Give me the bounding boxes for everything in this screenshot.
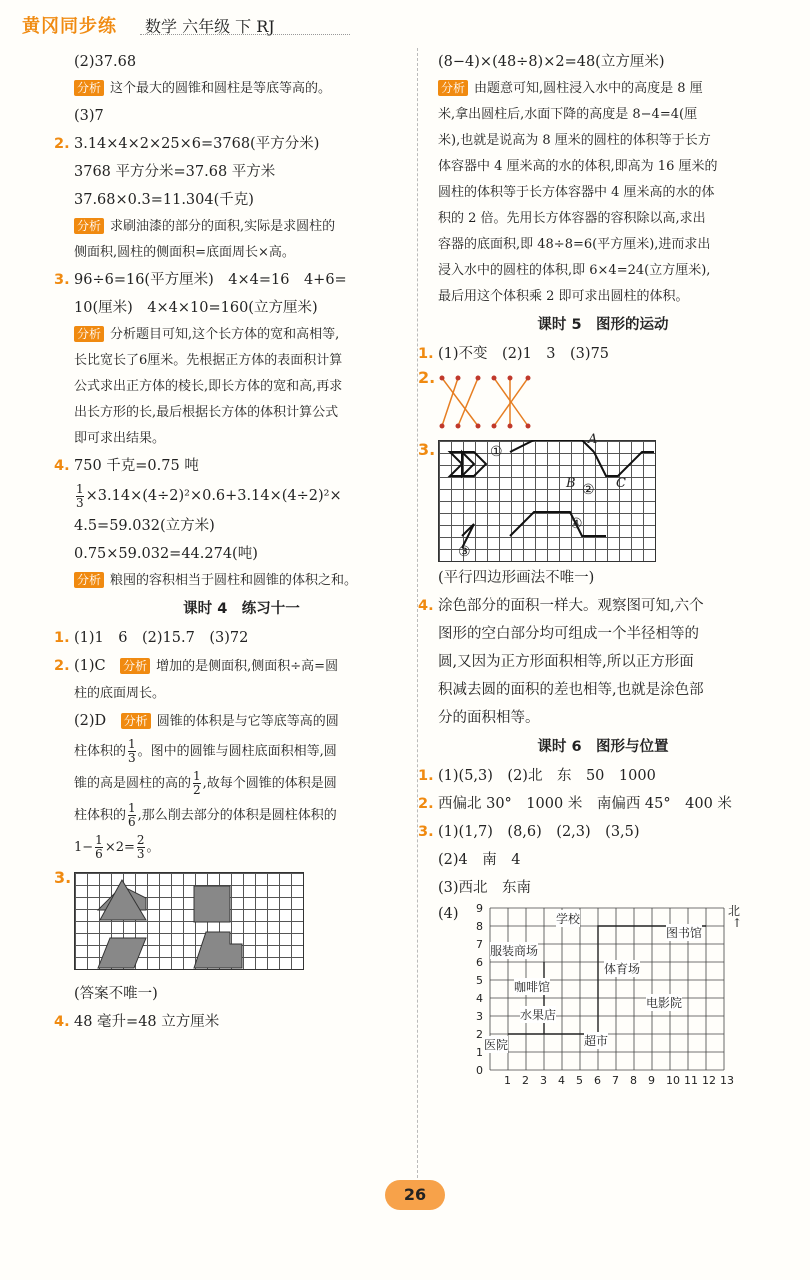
analysis-line: 分析 由题意可知,圆柱浸入水中的高度是 8 厘 [438,76,768,102]
answer-line: 圆,又因为正方形面积相等,所以正方形面 [438,654,694,670]
analysis-line: 1− $\frac{1}{6}$ ×2= $\frac{2}{3}$ 。 [74,833,160,861]
x-tick-label: 8 [630,1074,637,1087]
answer-line: 37.68×0.3=11.304(千克) [74,192,254,208]
answer-line: 3. 96÷6=16(平方厘米) 4×4=16 4+6= [74,266,409,294]
answer-line: 图形的空白部分均可组成一个半径相等的 [438,626,699,642]
analysis-line: 柱体积的 $\frac{1}{3}$ 。图中的圆锥与圆柱底面积相等,圆 [74,737,337,765]
analysis-line: 即可求出结果。 [74,431,166,446]
analysis-tag: 分析 [121,713,151,729]
analysis-line: 积的 2 倍。先用长方体容器的容积除以高,求出 [438,211,706,226]
answer-line: 3768 平方分米=37.68 平方米 [74,164,276,180]
north-label: 北 [728,904,741,918]
x-tick-label: 6 [594,1074,601,1087]
answer-line: (3)西北 东南 [438,880,532,896]
fraction: $\frac{1}{6}$ [95,833,103,861]
analysis-line: 分析 粮囤的容积相当于圆柱和圆锥的体积之和。 [74,568,409,594]
arrow-shape-inner [462,452,474,476]
analysis-line: 圆柱的体积等于长方体容器中 4 厘米高的水的体 [438,185,715,200]
answer-line: 4. 48 毫升=48 立方厘米 [74,1008,409,1036]
question-number: 4. [54,1014,70,1030]
answer-line: 1. (1)1 6 (2)15.7 (3)72 [74,624,409,652]
analysis-line: 柱的底面周长。 [74,686,166,701]
analysis-line: 分析 求刷油漆的部分的面积,实际是求圆柱的 [74,214,409,240]
answer-line: 1. (1)不变 (2)1 3 (3)75 [438,340,768,368]
answer-line: (2)37.68 [74,54,137,70]
fraction: $\frac{1}{2}$ [193,769,201,797]
y-tick-label: 3 [476,1010,483,1023]
answer-line: (3)7 [74,108,104,124]
answer-label: (4) [438,906,459,922]
answer-line: 4.5=59.032(立方米) [74,518,215,534]
label-B: B [566,476,576,491]
analysis-tag: 分析 [74,80,104,96]
x-tick-label: 5 [576,1074,583,1087]
analysis-tag: 分析 [120,658,150,674]
x-tick-label: 7 [612,1074,619,1087]
place-school: 学校 [556,912,581,926]
answer-line: 3. (1)(1,7) (8,6) (2,3) (3,5) [438,818,768,846]
question-number: 3. [54,272,70,288]
line-pattern-figure [438,370,548,434]
label-4: ④ [570,516,583,532]
north-arrow-icon: ↑ [732,916,743,930]
answer-line: 4. 750 千克=0.75 吨 [74,452,409,480]
label-A: A [588,432,598,447]
fraction: $\frac{1}{3}$ [128,737,136,765]
question-number: 3. [54,868,72,887]
question-number: 1. [418,768,434,784]
answer-line: 1. (1)(5,3) (2)北 东 50 1000 [438,762,768,790]
place-library: 图书馆 [666,926,703,940]
analysis-line: 长比宽长了6厘米。先根据正方体的表面积计算 [74,353,343,368]
answer-line: (2)4 南 4 [438,852,521,868]
answer-line: (平行四边形画法不唯一) [438,570,595,586]
y-tick-label: 1 [476,1046,483,1059]
right-column [418,48,768,1092]
answer-line: (8−4)×(48÷8)×2=48(立方厘米) [438,54,665,70]
x-tick-label: 12 [702,1074,716,1087]
label-C: C [616,476,626,491]
label-3: ③ [458,544,471,560]
fraction: $\frac{2}{3}$ [136,833,145,861]
analysis-line: 分析 这个最大的圆锥和圆柱是等底等高的。 [74,76,409,102]
answer-line: 2. (1)C 分析 增加的是侧面积,侧面积÷高=圆 [74,652,409,681]
answer-line: 4. 涂色部分的面积一样大。观察图可知,六个 [438,592,768,620]
answer-line: 积减去圆的面积的差也相等,也就是涂色部 [438,682,704,698]
figure-q3-motion [418,432,768,564]
composite-shape [194,932,242,968]
question-number: 2. [54,136,70,152]
subject-title: 数学 六年级 下 RJ [145,17,275,36]
square-shape [194,886,230,922]
analysis-tag: 分析 [74,218,104,234]
question-number: 2. [418,796,434,812]
analysis-line: 米),也就是说高为 8 厘米的圆柱的体积等于长方 [438,133,711,148]
question-number: 3. [418,824,434,840]
page-number: 26 [385,1180,445,1210]
place-clothing: 服装商场 [490,944,539,958]
x-tick-label: 4 [558,1074,565,1087]
answer-line: 2. 西偏北 30° 1000 米 南偏西 45° 400 米 [438,790,768,818]
answer-line: 0.75×59.032=44.274(吨) [74,546,258,562]
question-number: 4. [54,458,70,474]
place-fruit: 水果店 [520,1008,557,1022]
analysis-tag: 分析 [74,326,104,342]
section-heading: 课时 6 图形与位置 [537,739,669,755]
x-tick-label: 1 [504,1074,511,1087]
label-2: ② [582,482,595,498]
place-cinema: 电影院 [646,996,683,1010]
y-tick-label: 0 [476,1064,483,1077]
y-tick-label: 5 [476,974,483,987]
label-1: ① [490,444,503,460]
shape-4 [510,512,606,536]
analysis-line: 浸入水中的圆柱的体积,即 6×4=24(立方厘米), [438,263,711,278]
analysis-line: 容器的底面积,即 48÷8=6(平方厘米),进而求出 [438,237,711,252]
x-tick-label: 2 [522,1074,529,1087]
fraction: $\frac{1}{6}$ [128,801,136,829]
answer-line: (2)D 分析 圆锥的体积是与它等底等高的圆 [74,713,339,729]
analysis-line: 柱体积的 $\frac{1}{6}$ ,那么削去部分的体积是圆柱体积的 [74,801,337,829]
analysis-line: 公式求出正方体的棱长,即长方体的宽和高,再求 [74,379,343,394]
x-tick-label: 9 [648,1074,655,1087]
analysis-line: 侧面积,圆柱的侧面积=底面周长×高。 [74,245,295,260]
y-tick-label: 6 [476,956,483,969]
analysis-line: 出长方形的长,最后根据长方体的体积计算公式 [74,405,339,420]
analysis-line: 分析 分析题目可知,这个长方体的宽和高相等, [74,322,409,348]
x-tick-label: 3 [540,1074,547,1087]
left-column [54,48,409,1036]
parallelogram-shape [98,938,146,968]
page-header [0,0,810,40]
figure-q2-dots [418,368,768,434]
question-number: 2. [418,368,436,387]
trapezoid-a [510,440,594,452]
figure-q3-grid [54,868,409,980]
place-gym: 体育场 [604,962,641,976]
answer-line: 分的面积相等。 [438,710,540,726]
place-cafe: 咖啡馆 [514,980,551,994]
header-rule [140,34,350,35]
y-tick-label: 8 [476,920,483,933]
x-tick-label: 13 [720,1074,734,1087]
analysis-line: 体容器中 4 厘米高的水的体积,即高为 16 厘米的 [438,159,718,174]
x-tick-label: 11 [684,1074,698,1087]
place-hospital: 医院 [484,1038,509,1052]
arrow-shape [450,452,486,476]
shape-b [594,452,654,476]
analysis-line: 最后用这个体积乘 2 即可求出圆柱的体积。 [438,289,689,304]
question-number: 1. [418,346,434,362]
y-tick-label: 9 [476,902,483,915]
answer-line: (答案不唯一) [74,986,158,1002]
figure-map [438,902,768,1092]
question-number: 3. [418,440,436,459]
answer-line: 10(厘米) 4×4×10=160(立方厘米) [74,300,318,316]
question-number: 1. [54,630,70,646]
question-number: 2. [54,658,70,674]
place-market: 超市 [584,1034,609,1048]
question-number: 4. [418,598,434,614]
fraction: $\frac{1}{3}$ [76,481,84,510]
shapes-figure [74,872,304,972]
motion-figure [438,440,658,564]
y-tick-label: 7 [476,938,483,951]
answer-line: 2. 3.14×4×2×25×6=3768(平方分米) [74,130,409,158]
section-heading: 课时 4 练习十一 [183,601,300,617]
section-heading: 课时 5 图形的运动 [537,317,669,333]
y-tick-label: 2 [476,1028,483,1041]
brand-logo: 黄冈同步练 [22,16,117,37]
y-tick-label: 4 [476,992,483,1005]
analysis-line: 米,拿出圆柱后,水面下降的高度是 8−4=4(厘 [438,107,698,122]
analysis-tag: 分析 [438,80,468,96]
analysis-tag: 分析 [74,572,104,588]
x-tick-label: 10 [666,1074,680,1087]
answer-line: $\frac{1}{3}$ ×3.14×(4÷2)²×0.6+3.14×(4÷2)²× [76,481,342,510]
analysis-line: 锥的高是圆柱的高的 $\frac{1}{2}$ ,故每个圆锥的体积是圆 [74,769,337,797]
